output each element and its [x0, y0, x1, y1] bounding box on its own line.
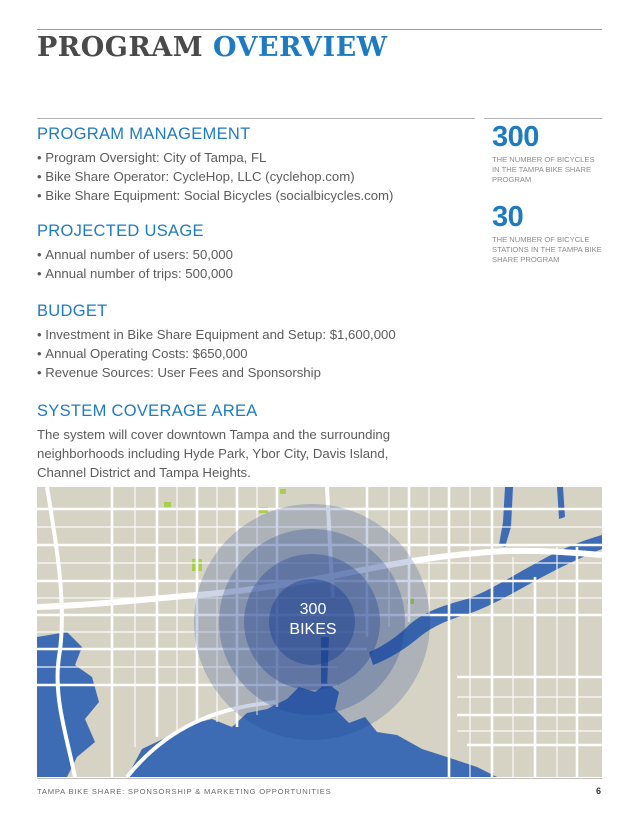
list-item: • Bike Share Operator: CycleHop, LLC (cyclehop.com): [37, 167, 477, 186]
stat-stations: [492, 202, 604, 265]
title-rule: [37, 118, 475, 119]
section-budget: [37, 302, 477, 382]
footer-rule: [37, 778, 602, 779]
list-item: • Revenue Sources: User Fees and Sponsorship: [37, 363, 477, 382]
map-label-number: 300: [299, 601, 327, 618]
section-heading: SYSTEM COVERAGE AREA: [37, 402, 258, 420]
list-item: • Annual Operating Costs: $650,000: [37, 344, 477, 363]
bullet-list: [37, 148, 477, 205]
section-projected-usage: [37, 222, 477, 283]
footer-text: TAMPA BIKE SHARE: SPONSORSHIP & MARKETING OPPORTUNITIES: [37, 787, 332, 796]
map-label-unit: BIKES: [289, 621, 337, 638]
bullet-list: [37, 325, 477, 382]
list-item: • Bike Share Equipment: Social Bicycles (socialbicycles.com): [37, 186, 477, 205]
section-program-management: [37, 125, 477, 205]
page-number: 6: [595, 786, 601, 796]
top-rule: [37, 29, 602, 30]
list-item: • Program Oversight: City of Tampa, FL: [37, 148, 477, 167]
page-title: [37, 32, 388, 63]
stat-number: 300: [492, 121, 539, 153]
section-system-coverage-area: [37, 402, 437, 482]
section-heading: PROGRAM MANAGEMENT: [37, 125, 251, 143]
stats-rule: [484, 118, 602, 119]
stat-bicycles: [492, 122, 604, 185]
map-label: [278, 600, 348, 640]
stat-caption: THE NUMBER OF BICYCLE STATIONS IN THE TAMPA BIKE SHARE PROGRAM: [492, 235, 602, 264]
list-item: • Annual number of users: 50,000: [37, 245, 477, 264]
list-item: • Investment in Bike Share Equipment and Setup: $1,600,000: [37, 325, 477, 344]
section-heading: BUDGET: [37, 302, 108, 320]
title-part-overview: OVERVIEW: [213, 32, 388, 63]
title-part-program: PROGRAM: [37, 32, 204, 63]
section-heading: PROJECTED USAGE: [37, 222, 204, 240]
list-item: • Annual number of trips: 500,000: [37, 264, 477, 283]
bullet-list: [37, 245, 477, 283]
section-paragraph: The system will cover downtown Tampa and the surrounding neighborhoods including Hyde Park, Ybor City, Davis Island, Channel District and Tampa Heights.: [37, 427, 391, 480]
stat-number: 30: [492, 201, 524, 233]
stat-caption: THE NUMBER OF BICYCLES IN THE TAMPA BIKE SHARE PROGRAM: [492, 155, 595, 184]
